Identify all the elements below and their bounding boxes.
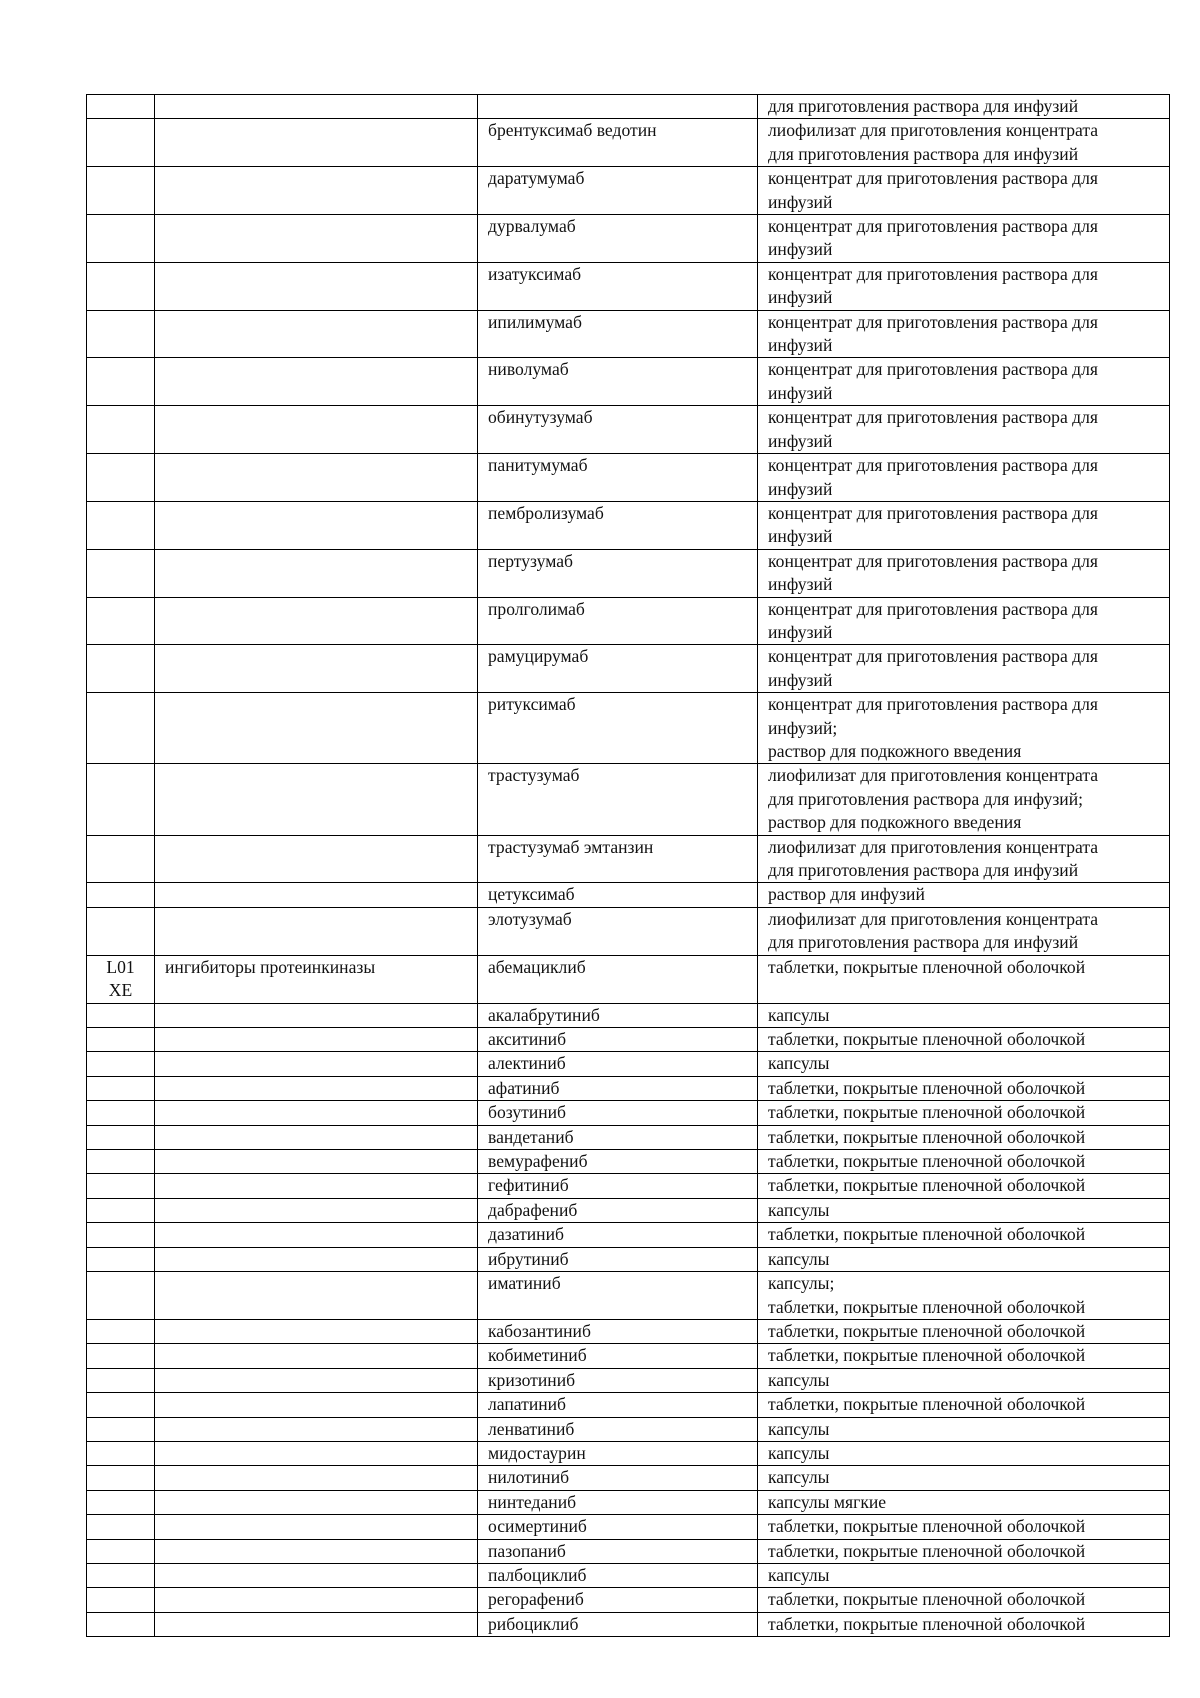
atc-code-cell	[87, 693, 155, 764]
dosage-form-cell	[758, 1076, 1170, 1100]
pharmacological-group-cell	[155, 1319, 478, 1343]
drug-name-cell: дазатиниб	[478, 1223, 758, 1247]
pharmacological-group-cell	[155, 167, 478, 215]
table-row	[87, 549, 1170, 597]
atc-code-cell	[87, 1466, 155, 1490]
dosage-form-line: капсулы	[768, 1004, 830, 1025]
dosage-form-line: для приготовления раствора для инфузий	[768, 143, 1079, 164]
table-row	[87, 1515, 1170, 1539]
dosage-form-cell	[758, 262, 1170, 310]
pharmacological-group-cell	[155, 1125, 478, 1149]
pharmacological-group-cell: ингибиторы протеинкиназы	[155, 955, 478, 1003]
dosage-form-line: лиофилизат для приготовления концентрата	[768, 765, 1099, 786]
dosage-form-line: таблетки, покрытые пленочной оболочкой	[768, 1151, 1086, 1172]
table-row	[87, 1003, 1170, 1027]
dosage-form-cell	[758, 1368, 1170, 1392]
pharmacological-group-cell	[155, 1539, 478, 1563]
atc-code-cell	[87, 1515, 155, 1539]
table-row	[87, 1150, 1170, 1174]
dosage-form-line: таблетки, покрытые пленочной оболочкой	[768, 1175, 1086, 1196]
pharmacological-group-cell	[155, 95, 478, 119]
pharmacological-group-cell	[155, 1612, 478, 1636]
dosage-form-cell	[758, 1028, 1170, 1052]
dosage-form-line: для приготовления раствора для инфузий	[768, 932, 1079, 953]
dosage-form-line: лиофилизат для приготовления концентрата	[768, 120, 1099, 141]
table-body	[87, 95, 1170, 1637]
drug-name-cell: пембролизумаб	[478, 501, 758, 549]
atc-code-cell	[87, 1052, 155, 1076]
dosage-form-cell	[758, 119, 1170, 167]
dosage-form-cell	[758, 1052, 1170, 1076]
atc-code-cell	[87, 764, 155, 835]
atc-code-cell	[87, 454, 155, 502]
pharmacological-group-cell	[155, 1028, 478, 1052]
dosage-form-cell	[758, 1101, 1170, 1125]
pharmacological-group-cell	[155, 1247, 478, 1271]
pharmacological-group-cell	[155, 1490, 478, 1514]
table-row	[87, 1247, 1170, 1271]
pharmacological-group-cell	[155, 835, 478, 883]
dosage-form-cell	[758, 215, 1170, 263]
table-row	[87, 1101, 1170, 1125]
dosage-form-line: инфузий	[768, 430, 833, 451]
table-row	[87, 764, 1170, 835]
dosage-form-line: таблетки, покрытые пленочной оболочкой	[768, 1345, 1086, 1366]
drug-name-cell: лапатиниб	[478, 1393, 758, 1417]
table-row	[87, 119, 1170, 167]
pharmacological-group-cell	[155, 549, 478, 597]
pharmacological-group-cell	[155, 1466, 478, 1490]
dosage-form-line: таблетки, покрытые пленочной оболочкой	[768, 1102, 1086, 1123]
dosage-form-line: таблетки, покрытые пленочной оболочкой	[768, 1540, 1086, 1561]
dosage-form-cell	[758, 1003, 1170, 1027]
atc-code-cell	[87, 215, 155, 263]
table-row	[87, 1076, 1170, 1100]
atc-code-cell	[87, 1319, 155, 1343]
table-row	[87, 1539, 1170, 1563]
pharmacological-group-cell	[155, 1393, 478, 1417]
table-row	[87, 95, 1170, 119]
dosage-form-line: инфузий	[768, 478, 833, 499]
dosage-form-line: капсулы	[768, 1199, 830, 1220]
drug-name-cell: кобиметиниб	[478, 1344, 758, 1368]
dosage-form-cell	[758, 1417, 1170, 1441]
atc-code-cell	[87, 1174, 155, 1198]
table-row	[87, 835, 1170, 883]
dosage-form-cell	[758, 1490, 1170, 1514]
dosage-form-cell	[758, 1319, 1170, 1343]
table-row	[87, 454, 1170, 502]
drug-name-cell: ибрутиниб	[478, 1247, 758, 1271]
dosage-form-line: инфузий	[768, 669, 833, 690]
table-row	[87, 883, 1170, 907]
pharmacological-group-cell	[155, 907, 478, 955]
dosage-form-line: для приготовления раствора для инфузий	[768, 860, 1079, 880]
drug-name-cell: нинтеданиб	[478, 1490, 758, 1514]
atc-code-line: L01	[106, 956, 135, 977]
dosage-form-line: инфузий	[768, 574, 833, 595]
table-row	[87, 358, 1170, 406]
pharmacological-group-cell	[155, 1076, 478, 1100]
pharmacological-group-cell	[155, 262, 478, 310]
dosage-form-cell	[758, 95, 1170, 119]
dosage-form-line: инфузий	[768, 621, 833, 642]
dosage-form-line: капсулы	[768, 1467, 830, 1488]
drug-name-cell: ниволумаб	[478, 358, 758, 406]
pharmacological-group-cell	[155, 1150, 478, 1174]
drug-name-cell: дабрафениб	[478, 1198, 758, 1222]
dosage-form-line: лиофилизат для приготовления концентрата	[768, 908, 1099, 929]
dosage-form-cell	[758, 501, 1170, 549]
atc-code-cell	[87, 1393, 155, 1417]
drug-name-cell: мидостаурин	[478, 1441, 758, 1465]
drug-name-cell: ипилимумаб	[478, 310, 758, 358]
dosage-form-line: инфузий	[768, 526, 833, 547]
table-row	[87, 645, 1170, 693]
atc-code-cell	[87, 1125, 155, 1149]
drug-name-cell: панитумумаб	[478, 454, 758, 502]
table-row	[87, 1125, 1170, 1149]
atc-code-cell	[87, 1490, 155, 1514]
dosage-form-line: капсулы мягкие	[768, 1491, 887, 1512]
dosage-form-line: таблетки, покрытые пленочной оболочкой	[768, 1126, 1086, 1147]
dosage-form-line: таблетки, покрытые пленочной оболочкой	[768, 1029, 1086, 1050]
atc-code-line: XE	[108, 980, 133, 1001]
dosage-form-line: концентрат для приготовления раствора для	[768, 359, 1098, 380]
dosage-form-cell	[758, 1125, 1170, 1149]
atc-code-cell	[87, 1272, 155, 1320]
dosage-form-cell	[758, 406, 1170, 454]
dosage-form-line: капсулы;	[768, 1273, 835, 1294]
dosage-form-line: капсулы	[768, 1248, 830, 1269]
atc-code-cell	[87, 119, 155, 167]
pharmacological-group-cell	[155, 1417, 478, 1441]
dosage-form-line: таблетки, покрытые пленочной оболочкой	[768, 956, 1086, 977]
dosage-form-line: раствор для инфузий	[768, 884, 925, 905]
dosage-form-line: инфузий	[768, 382, 833, 403]
drug-name-cell: дурвалумаб	[478, 215, 758, 263]
drug-name-cell: осимертиниб	[478, 1515, 758, 1539]
atc-code-cell	[87, 310, 155, 358]
table-row	[87, 1368, 1170, 1392]
drug-name-cell: палбоциклиб	[478, 1563, 758, 1587]
drug-name-cell: пролголимаб	[478, 597, 758, 645]
dosage-form-line: капсулы	[768, 1053, 830, 1074]
atc-code-cell	[87, 907, 155, 955]
pharmacological-group-cell	[155, 501, 478, 549]
dosage-form-cell	[758, 1466, 1170, 1490]
dosage-form-cell	[758, 907, 1170, 955]
dosage-form-line: таблетки, покрытые пленочной оболочкой	[768, 1394, 1086, 1415]
drug-name-cell: вемурафениб	[478, 1150, 758, 1174]
dosage-form-cell	[758, 454, 1170, 502]
dosage-form-cell	[758, 1150, 1170, 1174]
table-row	[87, 262, 1170, 310]
dosage-form-line: инфузий;	[768, 717, 838, 738]
drug-name-cell: ритуксимаб	[478, 693, 758, 764]
drug-name-cell: афатиниб	[478, 1076, 758, 1100]
dosage-form-cell	[758, 1539, 1170, 1563]
atc-code-cell	[87, 167, 155, 215]
dosage-form-line: раствор для подкожного введения	[768, 812, 1022, 833]
drug-name-cell: рамуцирумаб	[478, 645, 758, 693]
atc-code-cell	[87, 1101, 155, 1125]
pharmacological-group-cell	[155, 1198, 478, 1222]
dosage-form-cell	[758, 883, 1170, 907]
pharmacological-group-cell	[155, 1052, 478, 1076]
table-row	[87, 406, 1170, 454]
dosage-form-line: концентрат для приготовления раствора для	[768, 502, 1098, 523]
table-row	[87, 215, 1170, 263]
dosage-form-line: концентрат для приготовления раствора для	[768, 168, 1098, 189]
drug-name-cell: рибоциклиб	[478, 1612, 758, 1636]
dosage-form-line: капсулы	[768, 1442, 830, 1463]
dosage-form-cell	[758, 1198, 1170, 1222]
drug-name-cell: иматиниб	[478, 1272, 758, 1320]
drug-name-cell: алектиниб	[478, 1052, 758, 1076]
atc-code-cell	[87, 95, 155, 119]
dosage-form-line: раствор для подкожного введения	[768, 740, 1022, 761]
table-row	[87, 1588, 1170, 1612]
dosage-form-line: концентрат для приготовления раствора для	[768, 598, 1098, 619]
dosage-form-line: инфузий	[768, 239, 833, 260]
atc-code-cell	[87, 501, 155, 549]
table-row	[87, 1319, 1170, 1343]
drug-name-cell: пертузумаб	[478, 549, 758, 597]
table-row	[87, 1028, 1170, 1052]
atc-code-cell	[87, 1539, 155, 1563]
drug-name-cell: трастузумаб	[478, 764, 758, 835]
table-row	[87, 1393, 1170, 1417]
dosage-form-line: концентрат для приготовления раствора для	[768, 694, 1098, 715]
drug-name-cell: кабозантиниб	[478, 1319, 758, 1343]
table-row	[87, 1563, 1170, 1587]
pharmacological-group-cell	[155, 215, 478, 263]
drug-name-cell: абемациклиб	[478, 955, 758, 1003]
pharmacological-group-cell	[155, 310, 478, 358]
dosage-form-cell	[758, 1612, 1170, 1636]
drug-name-cell: ленватиниб	[478, 1417, 758, 1441]
dosage-form-cell	[758, 1174, 1170, 1198]
drug-name-cell: трастузумаб эмтанзин	[478, 835, 758, 883]
table-row	[87, 1612, 1170, 1636]
drug-name-cell: обинутузумаб	[478, 406, 758, 454]
pharmacological-group-cell	[155, 454, 478, 502]
pharmacological-group-cell	[155, 645, 478, 693]
pharmacological-group-cell	[155, 1368, 478, 1392]
drug-name-cell: регорафениб	[478, 1588, 758, 1612]
table-row	[87, 1441, 1170, 1465]
dosage-form-cell	[758, 1344, 1170, 1368]
atc-code-cell	[87, 883, 155, 907]
dosage-form-line: лиофилизат для приготовления концентрата	[768, 836, 1099, 857]
drug-name-cell: нилотиниб	[478, 1466, 758, 1490]
table-row	[87, 1174, 1170, 1198]
dosage-form-line: концентрат для приготовления раствора для	[768, 216, 1098, 237]
dosage-form-line: капсулы	[768, 1369, 830, 1390]
dosage-form-line: концентрат для приготовления раствора для	[768, 550, 1098, 571]
drug-name-cell	[478, 95, 758, 119]
dosage-form-line: таблетки, покрытые пленочной оболочкой	[768, 1296, 1086, 1317]
table-row	[87, 1198, 1170, 1222]
dosage-form-line: концентрат для приготовления раствора для	[768, 646, 1098, 667]
dosage-form-line: таблетки, покрытые пленочной оболочкой	[768, 1613, 1086, 1634]
drug-name-cell: бозутиниб	[478, 1101, 758, 1125]
atc-code-cell	[87, 358, 155, 406]
pharmacological-group-cell	[155, 1588, 478, 1612]
dosage-form-line: концентрат для приготовления раствора для	[768, 263, 1098, 284]
table-row	[87, 1344, 1170, 1368]
dosage-form-line: таблетки, покрытые пленочной оболочкой	[768, 1224, 1086, 1245]
dosage-form-cell	[758, 1272, 1170, 1320]
dosage-form-cell	[758, 167, 1170, 215]
drug-name-cell: акалабрутиниб	[478, 1003, 758, 1027]
pharmacological-group-cell	[155, 1441, 478, 1465]
pharmacological-group-cell	[155, 1003, 478, 1027]
atc-code-cell	[87, 549, 155, 597]
dosage-form-line: инфузий	[768, 191, 833, 212]
drug-name-cell: брентуксимаб ведотин	[478, 119, 758, 167]
table-row	[87, 907, 1170, 955]
atc-code-cell	[87, 1441, 155, 1465]
table-row	[87, 501, 1170, 549]
dosage-form-line: концентрат для приготовления раствора для	[768, 455, 1098, 476]
drug-list-table	[86, 94, 1170, 1637]
dosage-form-line: концентрат для приготовления раствора для	[768, 311, 1098, 332]
atc-code-cell	[87, 1198, 155, 1222]
dosage-form-line: таблетки, покрытые пленочной оболочкой	[768, 1516, 1086, 1537]
atc-code-cell	[87, 1028, 155, 1052]
dosage-form-cell	[758, 645, 1170, 693]
pharmacological-group-cell	[155, 693, 478, 764]
drug-name-cell: акситиниб	[478, 1028, 758, 1052]
dosage-form-line: таблетки, покрытые пленочной оболочкой	[768, 1077, 1086, 1098]
pharmacological-group-cell	[155, 597, 478, 645]
drug-name-cell: изатуксимаб	[478, 262, 758, 310]
pharmacological-group-cell	[155, 1223, 478, 1247]
pharmacological-group-cell	[155, 1344, 478, 1368]
dosage-form-cell	[758, 1223, 1170, 1247]
pharmacological-group-cell	[155, 1174, 478, 1198]
table-row	[87, 1417, 1170, 1441]
atc-code-cell	[87, 1247, 155, 1271]
table-row	[87, 597, 1170, 645]
dosage-form-cell	[758, 835, 1170, 883]
pharmacological-group-cell	[155, 1563, 478, 1587]
pharmacological-group-cell	[155, 764, 478, 835]
dosage-form-cell	[758, 693, 1170, 764]
atc-code-cell	[87, 1588, 155, 1612]
dosage-form-line: капсулы	[768, 1418, 830, 1439]
drug-name-cell: цетуксимаб	[478, 883, 758, 907]
atc-code-cell	[87, 597, 155, 645]
table-row	[87, 167, 1170, 215]
dosage-form-line: капсулы	[768, 1564, 830, 1585]
dosage-form-cell	[758, 1247, 1170, 1271]
table-row	[87, 310, 1170, 358]
drug-name-cell: пазопаниб	[478, 1539, 758, 1563]
table-row	[87, 1490, 1170, 1514]
table-row	[87, 955, 1170, 1003]
drug-name-cell: элотузумаб	[478, 907, 758, 955]
table-row	[87, 1052, 1170, 1076]
dosage-form-line: таблетки, покрытые пленочной оболочкой	[768, 1320, 1086, 1341]
pharmacological-group-cell	[155, 1515, 478, 1539]
drug-name-cell: даратумумаб	[478, 167, 758, 215]
atc-code-cell	[87, 1344, 155, 1368]
pharmacological-group-cell	[155, 406, 478, 454]
table-row	[87, 1466, 1170, 1490]
atc-code-cell	[87, 1563, 155, 1587]
dosage-form-cell	[758, 1393, 1170, 1417]
pharmacological-group-cell	[155, 1272, 478, 1320]
atc-code-cell	[87, 262, 155, 310]
dosage-form-cell	[758, 1563, 1170, 1587]
atc-code-cell	[87, 1417, 155, 1441]
drug-name-cell: кризотиниб	[478, 1368, 758, 1392]
atc-code-cell	[87, 1076, 155, 1100]
pharmacological-group-cell	[155, 1101, 478, 1125]
dosage-form-line: для приготовления раствора для инфузий;	[768, 788, 1084, 809]
dosage-form-line: для приготовления раствора для инфузий	[768, 96, 1079, 116]
drug-name-cell: вандетаниб	[478, 1125, 758, 1149]
table-row	[87, 693, 1170, 764]
dosage-form-cell	[758, 955, 1170, 1003]
dosage-form-cell	[758, 549, 1170, 597]
pharmacological-group-cell	[155, 358, 478, 406]
dosage-form-cell	[758, 1441, 1170, 1465]
table-row	[87, 1223, 1170, 1247]
pharmacological-group-cell	[155, 883, 478, 907]
atc-code-cell	[87, 406, 155, 454]
dosage-form-cell	[758, 764, 1170, 835]
dosage-form-line: таблетки, покрытые пленочной оболочкой	[768, 1589, 1086, 1610]
dosage-form-line: инфузий	[768, 287, 833, 308]
dosage-form-cell	[758, 358, 1170, 406]
dosage-form-cell	[758, 597, 1170, 645]
atc-code-cell	[87, 955, 155, 1003]
atc-code-cell	[87, 1612, 155, 1636]
atc-code-cell	[87, 1003, 155, 1027]
drug-name-cell: гефитиниб	[478, 1174, 758, 1198]
pharmacological-group-cell	[155, 119, 478, 167]
atc-code-cell	[87, 1223, 155, 1247]
atc-code-cell	[87, 1368, 155, 1392]
dosage-form-cell	[758, 1588, 1170, 1612]
atc-code-cell	[87, 1150, 155, 1174]
dosage-form-line: инфузий	[768, 335, 833, 356]
dosage-form-cell	[758, 1515, 1170, 1539]
dosage-form-line: концентрат для приготовления раствора для	[768, 407, 1098, 428]
atc-code-cell	[87, 645, 155, 693]
table-row	[87, 1272, 1170, 1320]
atc-code-cell	[87, 835, 155, 883]
dosage-form-cell	[758, 310, 1170, 358]
